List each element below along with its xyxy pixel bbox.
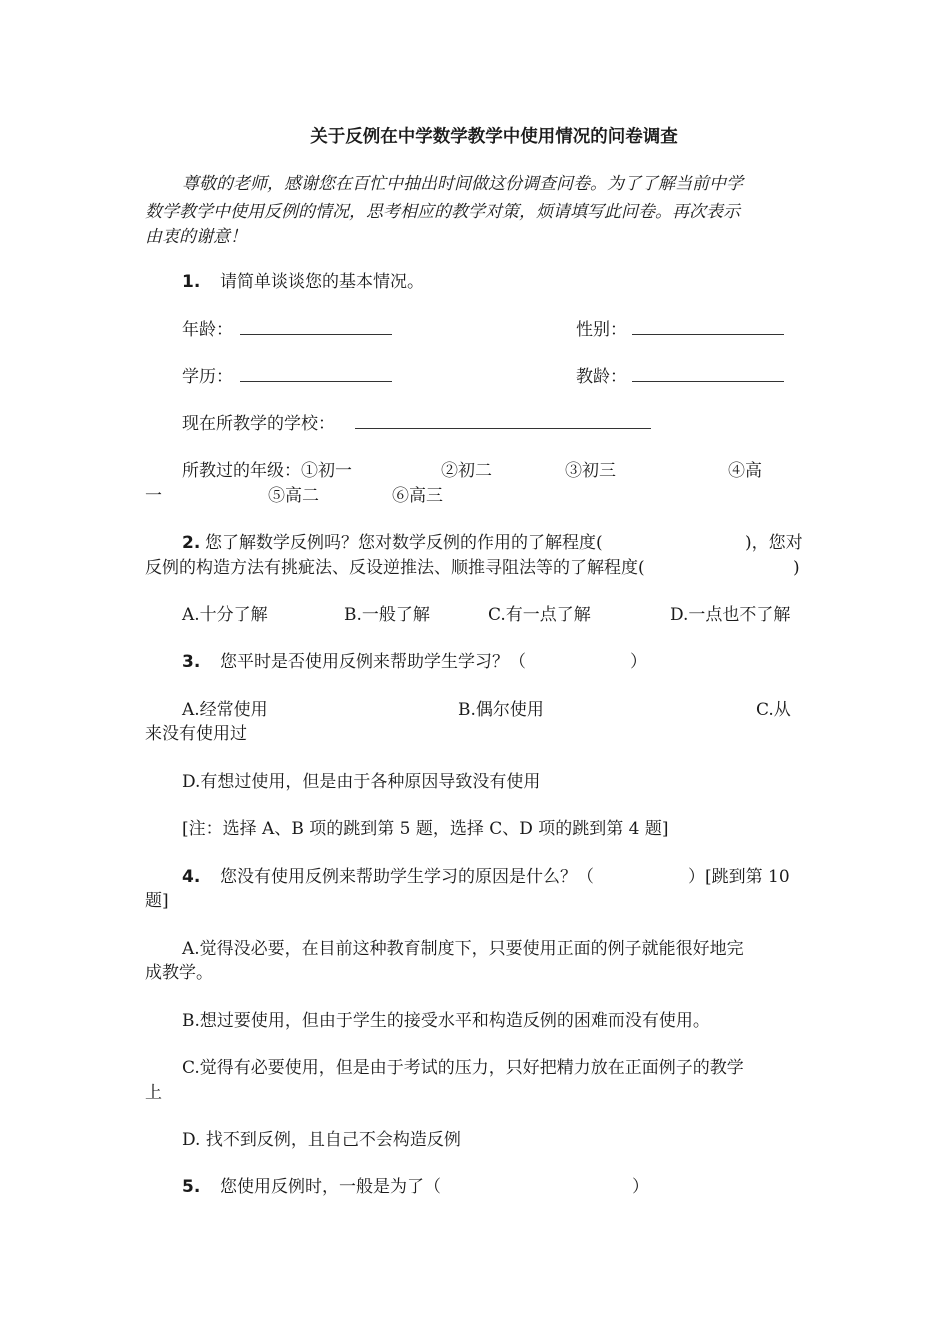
q2-line-1: 您了解数学反例吗？您对数学反例的作用的了解程度( — [205, 533, 603, 553]
q3-option-c-start: C.从 — [756, 700, 791, 720]
q2-option-c: C.有一点了解 — [488, 605, 591, 625]
page-title: 关于反例在中学数学教学中使用情况的问卷调查 — [310, 127, 678, 147]
q3-note: [注：选择 A、B 项的跳到第 5 题，选择 C、D 项的跳到第 4 题] — [182, 819, 669, 839]
q2-option-a: A.十分了解 — [182, 605, 268, 625]
grade-option-4a: ④高 — [728, 461, 762, 481]
q4-text-end: ）[跳到第 10 — [688, 867, 790, 887]
q4-option-d: D. 找不到反例，且自己不会构造反例 — [182, 1130, 461, 1150]
gender-label: 性别： — [576, 320, 627, 340]
grade-option-4b: 一 — [145, 486, 162, 506]
q2-option-b: B.一般了解 — [344, 605, 430, 625]
q3-number: 3. — [182, 652, 201, 672]
q1-text: 请简单谈谈您的基本情况。 — [220, 272, 424, 292]
school-label: 现在所教学的学校： — [182, 414, 335, 434]
intro-line-2: 数学教学中使用反例的情况，思考相应的教学对策，烦请填写此问卷。再次表示 — [145, 202, 740, 222]
q4-text-wrap: 题] — [145, 891, 169, 911]
q2-option-d: D.一点也不了解 — [670, 605, 791, 625]
grade-option-6: ⑥高三 — [392, 486, 443, 506]
q4-option-c-line-1: C.觉得有必要使用，但是由于考试的压力，只好把精力放在正面例子的教学 — [182, 1058, 744, 1078]
q4-text: 您没有使用反例来帮助学生学习的原因是什么？（ — [220, 867, 594, 887]
age-label: 年龄： — [182, 320, 233, 340]
q4-number: 4. — [182, 867, 201, 887]
education-label: 学历： — [182, 367, 233, 387]
q3-text-end: ） — [630, 652, 647, 672]
q3-option-a: A.经常使用 — [182, 700, 268, 720]
q1-number: 1. — [182, 272, 201, 292]
grade-option-5: ⑤高二 — [268, 486, 319, 506]
q4-option-a-line-1: A.觉得没必要，在目前这种教育制度下，只要使用正面的例子就能很好地完 — [182, 939, 744, 959]
q3-option-c-end: 来没有使用过 — [145, 724, 247, 744]
q3-option-d: D.有想过使用，但是由于各种原因导致没有使用 — [182, 772, 541, 792]
q5-text: 您使用反例时，一般是为了（ — [220, 1177, 441, 1197]
intro-line-3: 由衷的谢意！ — [145, 227, 247, 247]
q2-line-2-end: ) — [793, 558, 800, 578]
q4-option-b: B.想过要使用，但由于学生的接受水平和构造反例的困难而没有使用。 — [182, 1011, 710, 1031]
q2-line-2: 反例的构造方法有挑疵法、反设逆推法、顺推寻阻法等的了解程度( — [145, 558, 645, 578]
grade-option-2: ②初二 — [441, 461, 492, 481]
q2-number: 2. — [182, 533, 201, 553]
q4-option-a-line-2: 成教学。 — [145, 963, 213, 983]
q5-number: 5. — [182, 1177, 201, 1197]
intro-line-1: 尊敬的老师，感谢您在百忙中抽出时间做这份调查问卷。为了了解当前中学 — [182, 174, 743, 194]
q3-option-b: B.偶尔使用 — [458, 700, 544, 720]
grades-label: 所教过的年级：①初一 — [182, 461, 352, 481]
gender-field[interactable] — [632, 318, 784, 342]
teaching-years-label: 教龄： — [576, 367, 627, 387]
school-field[interactable] — [355, 412, 651, 436]
q3-text: 您平时是否使用反例来帮助学生学习？（ — [220, 652, 526, 672]
grade-option-3: ③初三 — [565, 461, 616, 481]
q4-option-c-line-2: 上 — [145, 1083, 162, 1103]
q5-text-end: ） — [632, 1177, 649, 1197]
teaching-years-field[interactable] — [632, 365, 784, 389]
q2-line-1-end: )，您对 — [745, 533, 803, 553]
education-field[interactable] — [240, 365, 392, 389]
age-field[interactable] — [240, 318, 392, 342]
